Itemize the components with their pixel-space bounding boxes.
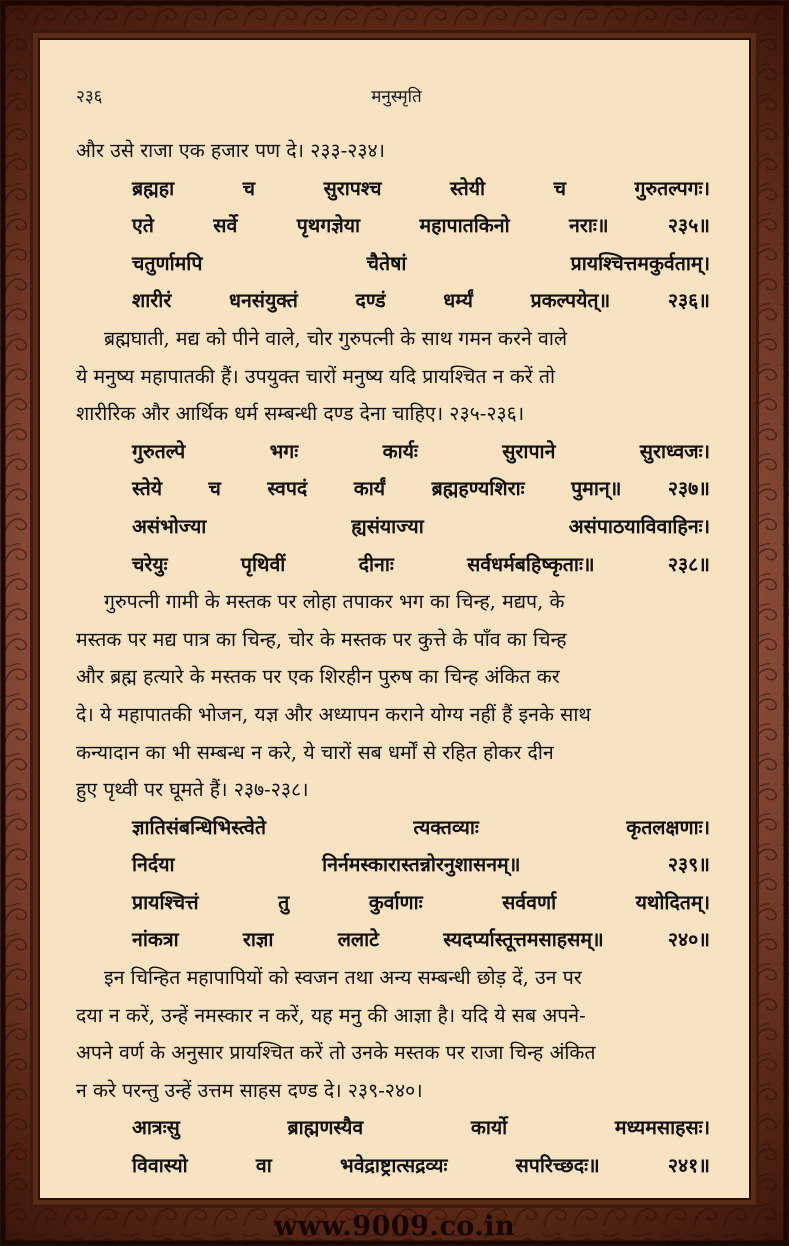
prose-line: न करे परन्तु उन्हें उत्तम साहस दण्ड दे। २३९-२४०। bbox=[76, 1078, 423, 1102]
verse-word: कार्यः bbox=[382, 439, 418, 463]
verse-line bbox=[76, 245, 716, 283]
verse-word: कार्यं bbox=[353, 477, 386, 501]
verse-line bbox=[76, 470, 716, 508]
verse-word: पृथिवीं bbox=[240, 552, 286, 576]
verse-word: दीनाः bbox=[358, 552, 394, 576]
verse-word: २३६॥ bbox=[667, 289, 710, 313]
prose-line: अपने वर्ण के अनुसार प्रायश्चित करें तो उनके मस्तक पर राजा चिन्ह अंकित bbox=[76, 1041, 596, 1065]
verse-word: महापातकिनो bbox=[419, 214, 510, 238]
verse-line bbox=[76, 433, 716, 471]
verse-word: चरेयुः bbox=[132, 552, 168, 576]
verse-word: ज्ञातिसंबन्धिभिस्त्वेते bbox=[132, 815, 266, 839]
verse-line bbox=[76, 921, 716, 959]
verse-word: त्यक्तव्याः bbox=[413, 815, 479, 839]
verse-word: कुर्वाणाः bbox=[368, 890, 423, 914]
verse-word: स्यदर्प्यास्तूत्तमसाहसम्॥ bbox=[443, 928, 604, 952]
verse-word: सुरापश्च bbox=[323, 176, 382, 200]
verse-word: च bbox=[242, 176, 256, 200]
prose-line: दया न करें, उन्हें नमस्कार न करें, यह मनु की आज्ञा है। यदि ये सब अपने- bbox=[76, 1003, 586, 1027]
book-page bbox=[38, 38, 751, 1200]
verse-line bbox=[76, 846, 716, 884]
verse-word: २३५॥ bbox=[667, 214, 710, 238]
prose-line: और ब्रह्म हत्यारे के मस्तक पर एक शिरहीन पुरुष का चिन्ह अंकित कर bbox=[76, 665, 560, 689]
verse-word: वा bbox=[255, 1154, 272, 1178]
prose-line: ये मनुष्य महापातकी हैं। उपयुक्त चारों मनुष्य यदि प्रायश्चित न करें तो bbox=[76, 364, 556, 388]
verse-word: निर्नमस्कारास्तन्नोरनुशासनम्॥ bbox=[322, 853, 521, 877]
verse-line bbox=[76, 170, 716, 208]
verse-word: असंपाठयाविवाहिनः। bbox=[568, 514, 710, 538]
verse-line bbox=[76, 1147, 716, 1185]
verse-word: स्वपदं bbox=[267, 477, 308, 501]
page-header bbox=[40, 84, 753, 114]
verse-word: गुरुतल्पे bbox=[132, 439, 186, 463]
verse-word: चैतेषां bbox=[366, 251, 407, 275]
verse-word: ह्यसंयाज्या bbox=[351, 514, 424, 538]
verse-word: नराः॥ bbox=[569, 214, 609, 238]
verse-word: सुराध्वजः। bbox=[639, 439, 710, 463]
verse-word: भवेद्राष्ट्रात्सद्रव्यः bbox=[339, 1154, 448, 1178]
verse-word: एते bbox=[132, 214, 154, 238]
verse-word: नांकत्रा bbox=[132, 928, 179, 952]
verse-word: शारीरं bbox=[132, 289, 172, 313]
verse-word: प्रायश्चित्तमकुर्वताम्। bbox=[570, 251, 710, 275]
verse-word: कार्यो bbox=[470, 1116, 508, 1140]
verse-word: च bbox=[208, 477, 221, 501]
prose-line: और उसे राजा एक हजार पण दे। २३३-२३४। bbox=[76, 139, 386, 162]
verse-word: भगः bbox=[269, 439, 299, 463]
verse-line bbox=[76, 809, 716, 847]
verse-word: विवास्यो bbox=[132, 1154, 188, 1178]
prose-line: ब्रह्मघाती, मद्य को पीने वाले, चोर गुरुपत्नी के साथ गमन करने वाले bbox=[104, 326, 568, 350]
verse-word: असंभोज्या bbox=[132, 514, 207, 538]
verse-word: २३९॥ bbox=[667, 853, 710, 877]
page-content bbox=[76, 132, 716, 1185]
running-title: मनुस्मृति bbox=[371, 87, 422, 107]
verse-word: धर्म्यं bbox=[443, 289, 473, 313]
verse-word: तु bbox=[278, 890, 290, 914]
verse-word: २३८॥ bbox=[667, 552, 710, 576]
verse-word: राज्ञा bbox=[242, 928, 274, 952]
verse-word: पुमान्॥ bbox=[571, 477, 622, 501]
verse-line bbox=[76, 508, 716, 546]
verse-word: मध्यमसाहसः। bbox=[614, 1116, 710, 1140]
verse-word: सर्वधर्मबहिष्कृताः॥ bbox=[467, 552, 595, 576]
verse-word: २४०॥ bbox=[667, 928, 710, 952]
verse-line bbox=[76, 282, 716, 320]
verse-word: कृतलक्षणाः। bbox=[626, 815, 710, 839]
prose-line: शारीरिक और आर्थिक धर्म सम्बन्धी दण्ड देना चाहिए। २३५-२३६। bbox=[76, 402, 525, 426]
verse-line bbox=[76, 546, 716, 584]
verse-word: आत्रःसु bbox=[132, 1116, 180, 1140]
verse-word: ब्रह्महण्यशिराः bbox=[431, 477, 525, 501]
verse-word: प्रायश्चित्तं bbox=[132, 890, 199, 914]
verse-word: चतुर्णामपि bbox=[132, 251, 203, 275]
verse-word: यथोदितम्। bbox=[635, 890, 710, 914]
verse-word: सर्ववर्णा bbox=[502, 890, 557, 914]
verse-word: २४१॥ bbox=[667, 1154, 710, 1178]
verse-line bbox=[76, 1109, 716, 1147]
verse-word: २३७॥ bbox=[667, 477, 710, 501]
prose-line: दे। ये महापातकी भोजन, यज्ञ और अध्यापन कराने योग्य नहीं हैं इनके साथ bbox=[76, 702, 591, 726]
verse-word: धनसंयुक्तं bbox=[228, 289, 298, 313]
website-watermark: www.9009.co.in bbox=[273, 1211, 516, 1242]
verse-word: सुरापाने bbox=[502, 439, 556, 463]
verse-word: दण्डं bbox=[355, 289, 386, 313]
verse-word: ब्राह्मणस्यैव bbox=[287, 1116, 364, 1140]
verse-word: निर्दया bbox=[132, 853, 175, 877]
verse-line bbox=[76, 884, 716, 922]
verse-word: सपरिच्छदः॥ bbox=[515, 1154, 600, 1178]
verse-word: स्तेये bbox=[132, 477, 163, 501]
verse-word: सर्वे bbox=[213, 214, 238, 238]
verse-line bbox=[76, 207, 716, 245]
verse-word: ब्रह्महा bbox=[132, 176, 175, 200]
verse-word: ललाटे bbox=[337, 928, 380, 952]
verse-word: स्तेयी bbox=[450, 176, 486, 200]
verse-word: प्रकल्पयेत्॥ bbox=[530, 289, 611, 313]
prose-line: मस्तक पर मद्य पात्र का चिन्ह, चोर के मस्तक पर कुत्ते के पाँव का चिन्ह bbox=[76, 627, 567, 651]
verse-word: पृथगज्ञेया bbox=[296, 214, 361, 238]
prose-line: कन्यादान का भी सम्बन्ध न करे, ये चारों सब धर्मों से रहित होकर दीन bbox=[76, 740, 554, 764]
prose-line: गुरुपत्नी गामी के मस्तक पर लोहा तपाकर भग का चिन्ह, मद्यप, के bbox=[104, 590, 565, 614]
verse-word: च bbox=[553, 176, 566, 200]
verse-word: गुरुतल्पगः। bbox=[634, 176, 710, 200]
prose-line: इन चिन्हित महापापियों को स्वजन तथा अन्य सम्बन्धी छोड़ दें, उन पर bbox=[104, 966, 582, 990]
page-number: २३६ bbox=[76, 87, 103, 107]
prose-line: हुए पृथ्वी पर घूमते हैं। २३७-२३८। bbox=[76, 778, 309, 802]
